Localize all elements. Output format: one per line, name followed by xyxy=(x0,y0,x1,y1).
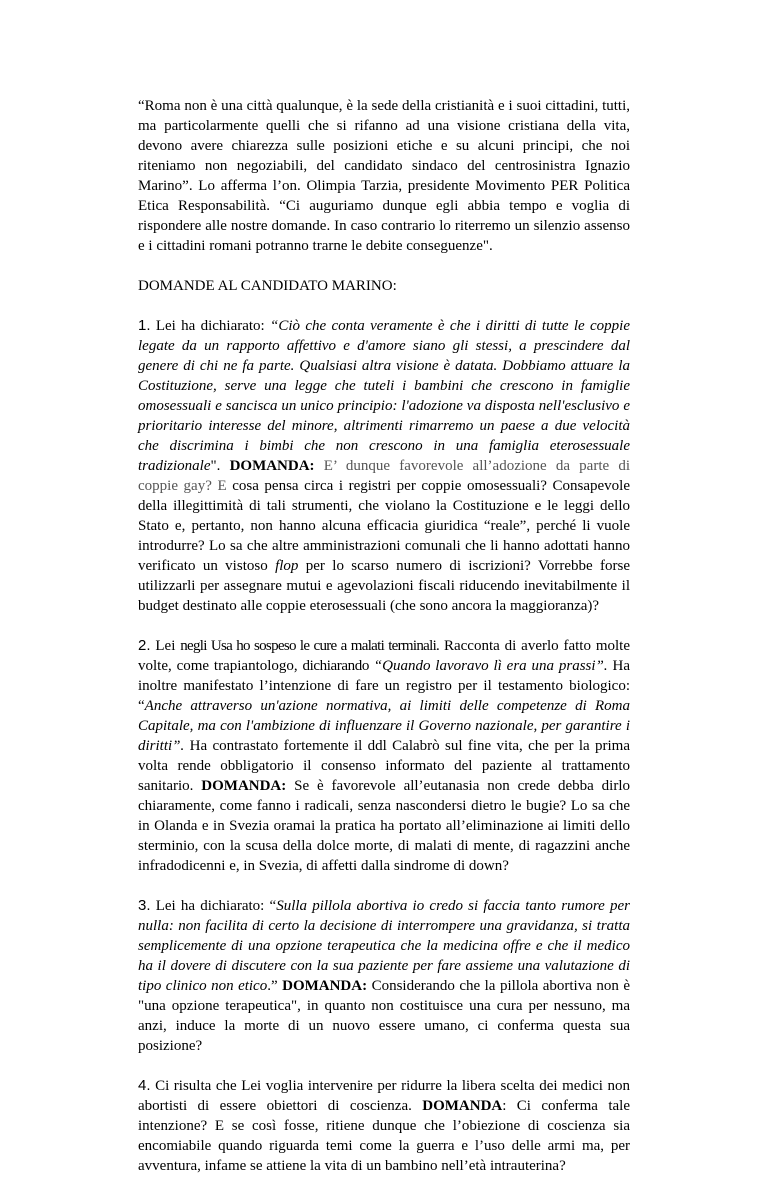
question-label: DOMANDA: xyxy=(201,778,287,794)
question-quote: Anche attraverso un'azione normativa, ai limiti delle competenze di Roma Capitale, ma con l'ambizione di influenzare il Governo nazionale, per garantire i diritti”. xyxy=(138,698,630,754)
question-1 xyxy=(138,316,630,616)
question-text: cosa pensa circa i registri per coppie omosessuali? Consapevole della illegittimità di tali strumenti, che violano la Costituzione e le leggi dello Stato e, pertanto, non hanno alcuna efficacia giuridica “reale”, perché li vuole introdurre? Lo sa che altre amministrazioni comunali che li hanno adottati hanno verificato un vistoso xyxy=(138,478,631,574)
question-text-gray: E’ dunque favorevole all’adozione da parte di coppie gay? E xyxy=(138,458,631,494)
question-text: Racconta di averlo fatto molte volte, come trapiantologo, xyxy=(138,638,630,674)
document-page xyxy=(138,96,630,1196)
question-text-end: per lo scarso numero di iscrizioni? Vorrebbe forse utilizzarli per assegnare mutui e agevolazioni fiscali riducendo inevitabilmente il budget destinato alle coppie eterosessuali (che sono ancora la maggioranza)? xyxy=(138,558,630,614)
question-text: Ha inoltre manifestato l’intenzione di fare un registro per il testamento biologico: “ xyxy=(138,658,630,714)
question-italic-word: flop xyxy=(275,558,299,574)
question-text: Ha contrastato fortemente il ddl Calabrò sul fine vita, che per la prima volta rende obbligatorio il consenso informato del paziente al trattamento sanitario. xyxy=(138,738,630,794)
question-narrow-text: negli Usa ho sospeso le cure a malati terminali. xyxy=(180,638,440,654)
question-quote-end: ". xyxy=(210,458,230,474)
question-number: 4. xyxy=(138,1077,151,1094)
question-text-end: Se è favorevole all’eutanasia non crede debba dirlo chiaramente, come fanno i radicali, senza nascondersi dietro le bugie? Lo sa che in Olanda e in Svezia oramai la pratica ha portato all’eliminazione ai limiti dello sterminio, con la scusa della dolce morte, di malati di mente, di ragazzini anche infradodicenni e, in Svezia, di affetti dalla sindrome di down? xyxy=(138,778,630,874)
question-text-end: : Ci conferma tale intenzione? E se così fosse, ritiene dunque che l’obiezione di coscienza sia encomiabile quando riguarda temi come la guerra e l’uso delle armi ma, per avventura, infame se attiene la vita di un bambino nell’età intrauterina? xyxy=(138,1098,630,1174)
question-lead: Lei ha dichiarato: “ xyxy=(150,898,277,914)
question-quote: Sulla pillola abortiva io credo si faccia tanto rumore per nulla: non facilita di certo la decisione di interrompere una gravidanza, si tratta semplicemente di una opzione terapeutica che la medicina offre e che il medico ha il dovere di discutere con la sua paziente per fare assieme una valutazione di tipo clinico non etico xyxy=(138,898,630,994)
question-4 xyxy=(138,1076,630,1176)
question-narrow-word: dichiarando xyxy=(302,658,369,674)
question-3 xyxy=(138,896,630,1056)
question-quote: “Ciò che conta veramente è che i diritti di tutte le coppie legate da un rapporto affettivo e d'amore siano gli stessi, a prescindere dal genere di chi ne fa parte. Qualsiasi altra visione è datata. Dobbiamo attuare la Costituzione, serve una legge che tuteli i bambini che crescono in famiglie omosessuali e sancisca un unico principio: l'adozione va disposta nell'esclusivo e prioritario interesse del minore, altrimenti rimarremo un paese a due velocità che discrimina i bimbi che non crescono in una famiglia eterosessuale tradizionale xyxy=(138,318,630,474)
question-label: DOMANDA: xyxy=(282,978,368,994)
question-lead: Ci risulta che Lei voglia intervenire per ridurre la libera scelta dei medici non abortisti di essere obiettori di coscienza. xyxy=(138,1078,630,1114)
question-2 xyxy=(138,636,630,876)
question-text-end: Considerando che la pillola abortiva non è "una opzione terapeutica", in quanto non costituisce una cura per nessuno, ma anzi, induce la morte di un nuovo essere umano, ci conferma questa sua posizione? xyxy=(138,978,630,1054)
question-number: 2. xyxy=(138,637,151,654)
question-quote: “Quando lavoravo lì era una prassi”. xyxy=(373,658,608,674)
question-lead: Lei ha dichiarato: xyxy=(150,318,271,334)
question-number: 1. xyxy=(138,317,151,334)
question-label: DOMANDA: xyxy=(229,458,315,474)
question-lead: Lei xyxy=(150,638,181,654)
questions-heading: DOMANDE AL CANDIDATO MARINO: xyxy=(138,278,397,294)
question-quote-end: .” xyxy=(267,978,283,994)
question-label: DOMANDA xyxy=(422,1098,503,1114)
question-number: 3. xyxy=(138,897,151,914)
intro-paragraph: “Roma non è una città qualunque, è la sede della cristianità e i suoi cittadini, tutti, ma particolarmente quelli che si rifanno ad una visione cristiana della vita, devono avere chiarezza sulle posizioni etiche e su alcuni principi, che noi riteniamo non negoziabili, del candidato sindaco del centrosinistra Ignazio Marino”. Lo afferma l’on. Olimpia Tarzia, presidente Movimento PER Politica Etica Responsabilità. “Ci auguriamo dunque egli abbia tempo e voglia di rispondere alle nostre domande. In caso contrario lo riterremo un silenzio assenso e i cittadini romani potranno trarne le debite conseguenze". xyxy=(138,98,630,254)
